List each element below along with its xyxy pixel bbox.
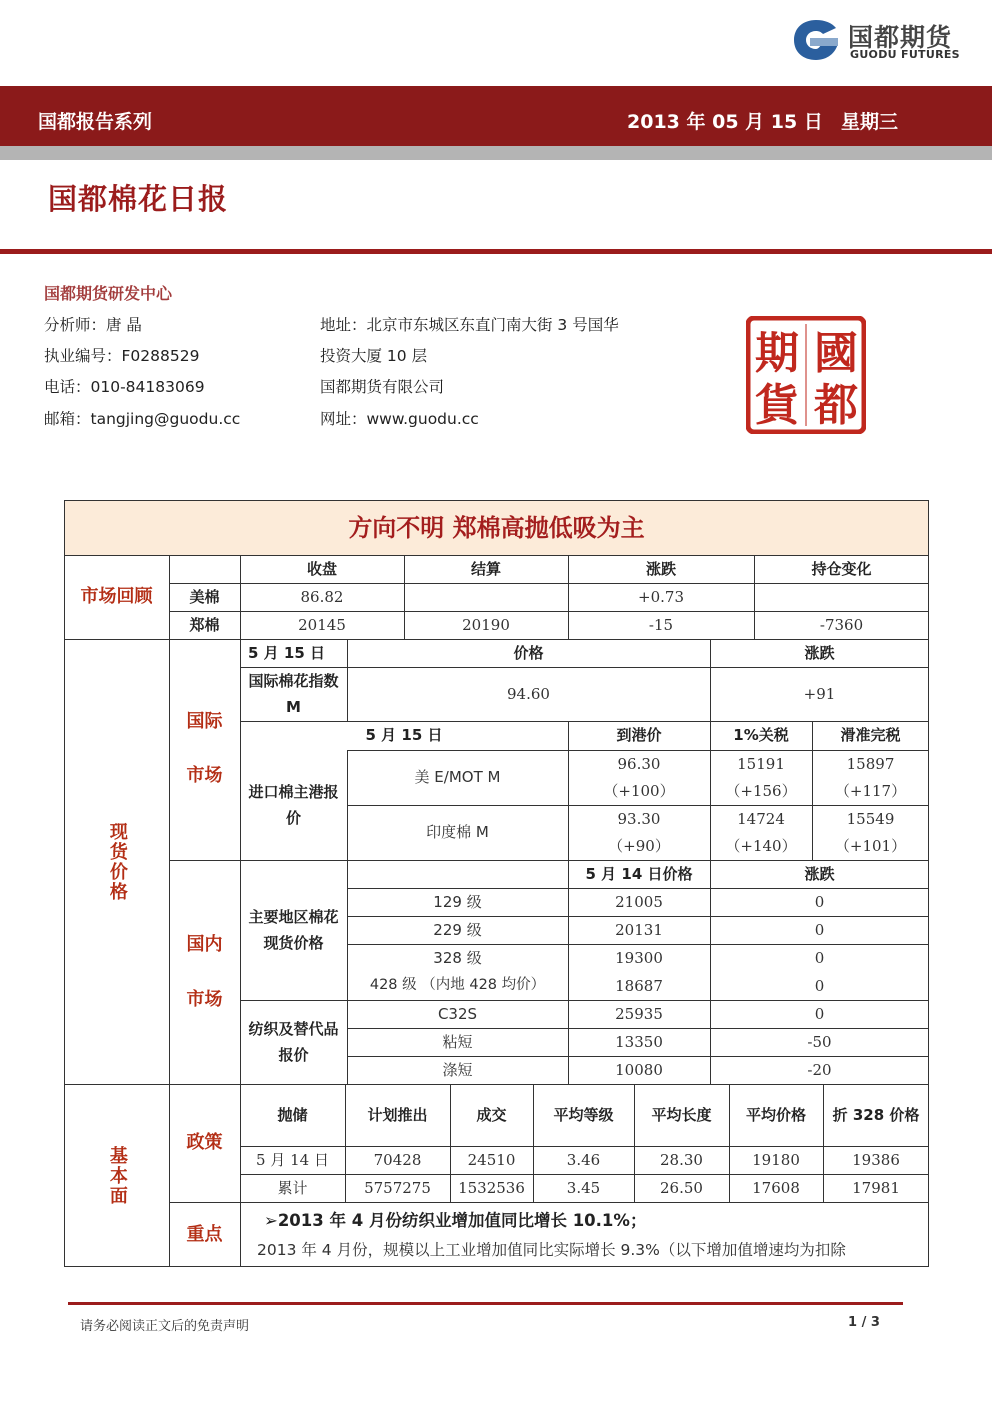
grade-328-price: 19300 [615, 948, 663, 967]
policy-header-avg-grade: 平均等级 [553, 1105, 614, 1124]
us-cotton-oi [754, 583, 929, 611]
phone: 电话：010-84183069 [44, 378, 205, 396]
us-emot-port: 96.30 [617, 755, 661, 774]
india-m-port: 93.30 [617, 810, 661, 829]
header-close: 收盘 [306, 559, 337, 578]
grade-428-change: 0 [814, 976, 825, 995]
company-seal-icon [746, 316, 866, 434]
grade-229: 229 级 [433, 920, 482, 939]
domestic-label-2: 市场 [186, 989, 223, 1011]
policy-header-avg-price: 平均价格 [745, 1105, 806, 1124]
intl-index-price: 94.60 [507, 684, 550, 703]
india-m-tariff-change: （+140） [725, 836, 797, 855]
india-m-sliding-change: （+101） [834, 836, 907, 855]
policy-row-deal: 24510 [467, 1150, 516, 1169]
research-center: 国都期货研发中心 [44, 284, 173, 303]
company-logo [792, 18, 977, 66]
policy-row-avg-price: 19180 [752, 1150, 800, 1169]
website: 网址：www.guodu.cc [320, 410, 479, 428]
tariff-header: 1%关税 [733, 726, 789, 745]
policy-header-planned: 计划推出 [367, 1105, 428, 1124]
zce-cotton-oi: -7360 [819, 615, 864, 634]
policy-row-date: 5 月 14 日 [256, 1150, 329, 1169]
domestic-price-header: 5 月 14 日价格 [585, 864, 693, 883]
grade-428: 428 级 （内地 428 均价） [369, 977, 546, 994]
header-change: 涨跌 [645, 559, 676, 578]
india-m-name: 印度棉 M [426, 823, 489, 842]
intl-index-change: +91 [803, 684, 836, 703]
policy-total-avg-price: 17608 [752, 1178, 800, 1197]
footer-divider [68, 1302, 903, 1305]
zce-cotton-label: 郑棉 [189, 615, 220, 634]
sliding-tariff-header: 滑准完税 [840, 726, 901, 745]
license-number: 执业编号：F0288529 [44, 347, 200, 365]
grade-428-price: 18687 [615, 976, 663, 995]
table-title: 方向不明 郑棉高抛低吸为主 [348, 513, 645, 542]
grade-328: 328 级 [433, 948, 482, 967]
policy-row-avg-grade: 3.46 [566, 1150, 601, 1169]
market-review-label: 市场回顾 [80, 586, 153, 608]
policy-header-328-price: 折 328 价格 [832, 1105, 920, 1124]
regional-spot-label: 主要地区棉花现货价格 [248, 907, 339, 952]
india-m-tariff-cell [710, 805, 812, 860]
report-date: 2013 年 05 月 15 日 [627, 111, 823, 133]
policy-header-deal: 成交 [476, 1105, 507, 1124]
domestic-change-header: 涨跌 [804, 864, 835, 883]
intl-date: 5 月 15 日 [248, 643, 325, 662]
svg-text:貨: 貨 [755, 380, 799, 431]
title-divider [0, 249, 992, 254]
intl-label-2: 市场 [186, 765, 223, 787]
policy-row-planned: 70428 [373, 1150, 422, 1169]
intl-label-1: 国际 [186, 711, 223, 733]
polyester-staple-price: 10080 [615, 1060, 663, 1079]
us-emot-sliding: 15897 [846, 755, 895, 774]
policy-header-avg-length: 平均长度 [651, 1105, 712, 1124]
policy-label: 政策 [186, 1132, 223, 1154]
policy-total-avg-length: 26.50 [660, 1178, 703, 1197]
port-quote-label: 进口棉主港报价 [248, 782, 339, 827]
intl-price-header: 价格 [513, 643, 544, 662]
zce-cotton-close: 20145 [298, 615, 346, 634]
india-m-port-change: （+90） [608, 836, 670, 855]
us-emot-tariff: 15191 [737, 755, 785, 774]
viscose-staple-change: -50 [807, 1032, 832, 1051]
policy-total-label: 累计 [277, 1178, 308, 1197]
report-weekday: 星期三 [841, 111, 899, 133]
yarn-c32s: C32S [437, 1004, 478, 1023]
grade-229-price: 20131 [615, 920, 663, 939]
focus-label: 重点 [186, 1223, 223, 1245]
yarn-quote-label: 纺织及替代品报价 [248, 1019, 339, 1064]
policy-row-328-price: 19386 [852, 1150, 900, 1169]
analyst: 分析师：唐 晶 [44, 316, 142, 334]
intl-change-header: 涨跌 [804, 643, 835, 662]
port-price-header: 到港价 [616, 726, 662, 745]
svg-text:期: 期 [755, 328, 799, 379]
focus-heading: ➢2013 年 4 月份纺织业增加值同比增长 10.1%； [264, 1211, 647, 1230]
report-series: 国都报告系列 [38, 111, 153, 133]
viscose-staple: 粘短 [442, 1032, 473, 1051]
us-emot-tariff-cell [710, 750, 812, 805]
address-line-1: 地址：北京市东城区东直门南大街 3 号国华 [320, 316, 619, 334]
logo-chinese-name: 国都期货 [848, 23, 953, 52]
header-band-gray-strip [0, 146, 992, 160]
policy-row-avg-length: 28.30 [660, 1150, 703, 1169]
us-emot-port-cell [568, 750, 710, 805]
domestic-label-1: 国内 [186, 934, 223, 956]
page-number: 1 / 3 [848, 1315, 880, 1330]
zce-cotton-settle: 20190 [462, 615, 510, 634]
policy-total-deal: 1532536 [458, 1178, 525, 1197]
polyester-staple: 涤短 [442, 1060, 473, 1079]
fundamentals-label: 基本面 [106, 1145, 128, 1206]
india-m-port-cell [568, 805, 710, 860]
india-m-sliding-cell [812, 805, 929, 860]
yarn-c32s-price: 25935 [615, 1004, 663, 1023]
india-m-sliding: 15549 [846, 810, 895, 829]
us-emot-sliding-cell [812, 750, 929, 805]
us-emot-name: 美 E/MOT M [414, 768, 501, 787]
logo-english-name: GUODU FUTURES [850, 48, 960, 61]
policy-total-328-price: 17981 [852, 1178, 900, 1197]
spot-price-label: 现货价格 [106, 821, 128, 902]
polyester-staple-change: -20 [807, 1060, 832, 1079]
email: 邮箱：tangjing@guodu.cc [44, 410, 241, 428]
grade-129: 129 级 [433, 892, 482, 911]
us-cotton-settle [404, 583, 568, 611]
us-emot-tariff-change: （+156） [725, 781, 797, 800]
grade-129-change: 0 [814, 892, 825, 911]
us-cotton-label: 美棉 [189, 587, 220, 606]
svg-text:國: 國 [814, 328, 858, 379]
us-cotton-close: 86.82 [300, 587, 344, 606]
focus-text: 2013 年 4 月份，规模以上工业增加值同比实际增长 9.3%（以下增加值增速均为扣除 [257, 1241, 846, 1259]
intl-index-name: 国际棉花指数 M [248, 671, 339, 716]
logo-mark-icon [792, 18, 840, 62]
policy-total-planned: 5757275 [364, 1178, 431, 1197]
policy-header-reserve: 抛储 [277, 1105, 308, 1124]
address-line-2: 投资大厦 10 层 [320, 347, 428, 365]
svg-text:都: 都 [814, 380, 858, 431]
us-cotton-change: +0.73 [638, 587, 684, 606]
grade-229-change: 0 [814, 920, 825, 939]
disclaimer-note: 请务必阅读正文后的免责声明 [80, 1319, 250, 1334]
cotton-daily-table [64, 500, 929, 1267]
header-settle: 结算 [470, 559, 501, 578]
page-title: 国都棉花日报 [48, 182, 229, 216]
us-emot-port-change: （+100） [603, 781, 675, 800]
india-m-tariff: 14724 [737, 810, 785, 829]
yarn-c32s-change: 0 [814, 1004, 825, 1023]
policy-total-avg-grade: 3.45 [566, 1178, 601, 1197]
zce-cotton-change: -15 [648, 615, 674, 634]
port-date: 5 月 15 日 [365, 726, 443, 745]
company-name: 国都期货有限公司 [320, 378, 445, 396]
grade-328-change: 0 [814, 948, 825, 967]
grade-129-price: 21005 [615, 892, 663, 911]
viscose-staple-price: 13350 [615, 1032, 663, 1051]
header-oi-change: 持仓变化 [811, 559, 872, 578]
us-emot-sliding-change: （+117） [834, 781, 907, 800]
